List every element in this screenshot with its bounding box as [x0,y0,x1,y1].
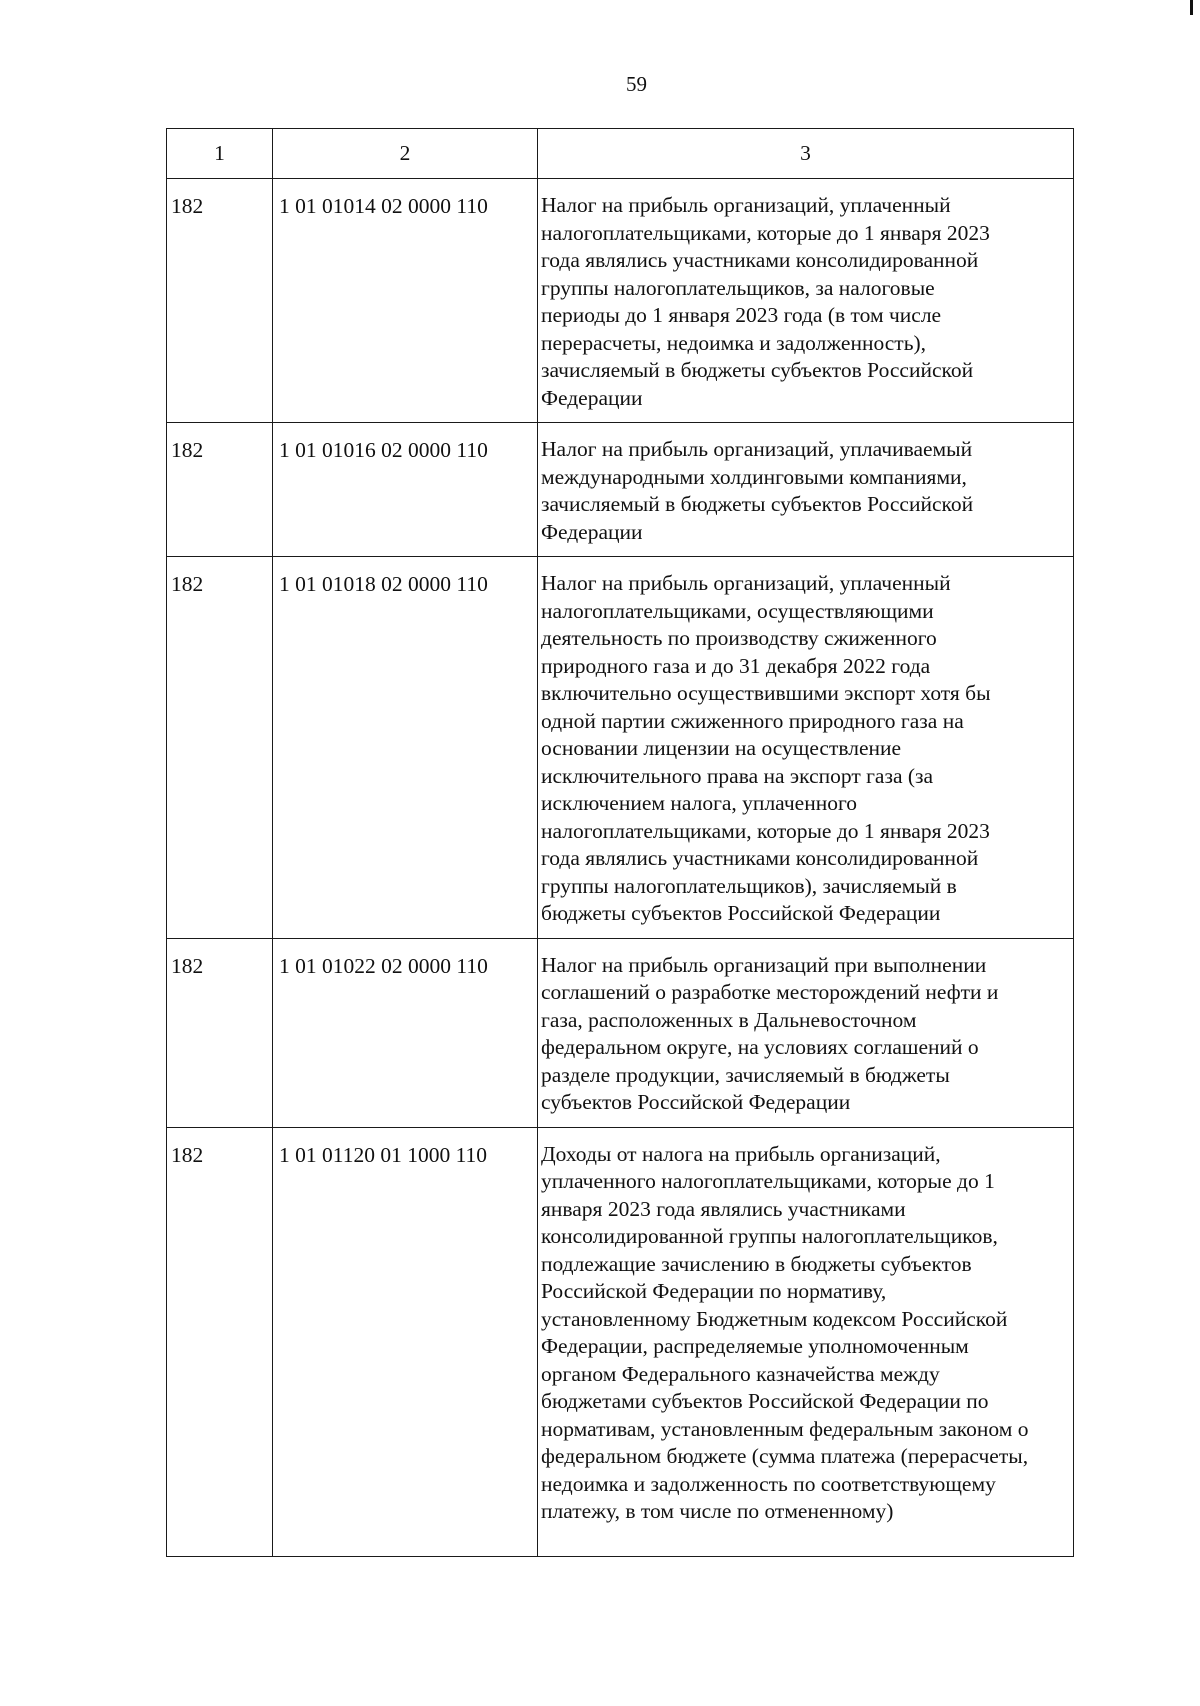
description-line: одной партии сжиженного природного газа на [541,708,964,733]
description-line: бюджетами субъектов Российской Федерации по [541,1389,989,1413]
budget-classification-code-cell: 1 01 01016 02 0000 110 [273,423,538,557]
budget-classification-code-cell: 1 01 01018 02 0000 110 [273,557,538,939]
column-header-3: 3 [538,129,1074,179]
description-line: бюджеты субъектов Российской Федерации [541,901,941,925]
column-header-1: 1 [167,129,273,179]
budget-classification-code-cell: 1 01 01120 01 1000 110 [273,1127,538,1556]
description-line: консолидированной группы налогоплательщиков, [541,1224,998,1248]
description-cell [538,938,1074,1127]
description-line: нормативам, установленным федеральным законом о [541,1416,1029,1441]
administrator-code-cell: 182 [167,1127,273,1556]
description-cell [538,557,1074,939]
page-number: 59 [626,72,647,96]
description-line: года являлись участниками консолидированной [541,248,979,272]
description-line: Налог на прибыль организаций, уплаченный [541,193,951,217]
description-line: органом Федерального казначейства между [541,1361,940,1386]
administrator-code-cell: 182 [167,557,273,939]
administrator-code-cell: 182 [167,179,273,423]
description-line: группы налогоплательщиков, за налоговые [541,275,935,300]
description-line: налогоплательщиками, которые до 1 января 2023 [541,220,990,245]
description-line: подлежащие зачислению в бюджеты субъектов [541,1251,972,1276]
description-line: зачисляемый в бюджеты субъектов Российской [541,358,974,382]
description-line: налогоплательщиками, осуществляющими [541,598,934,623]
description-line: перерасчеты, недоимка и задолженность), [541,330,927,355]
description-line: платежу, в том числе по отмененному) [541,1499,894,1523]
description-line: исключительного права на экспорт газа (за [541,763,934,788]
description-line: исключением налога, уплаченного [541,791,858,815]
description-line: группы налогоплательщиков), зачисляемый в [541,873,957,898]
description-line: включительно осуществившими экспорт хотя бы [541,681,991,705]
description-line: федеральном бюджете (сумма платежа (перерасчеты, [541,1444,1029,1468]
description-line: Доходы от налога на прибыль организаций, [541,1141,941,1166]
description-cell [538,1127,1074,1556]
scan-edge-mark [1190,0,1193,15]
description-line: международными холдинговыми компаниями, [541,464,967,489]
description-line: деятельность по производству сжиженного [541,626,937,650]
administrator-code-cell: 182 [167,423,273,557]
description-line: установленному Бюджетным кодексом Российской [541,1306,1008,1331]
description-line: природного газа и до 31 декабря 2022 года [541,653,931,678]
description-line: недоимка и задолженность по соответствующему [541,1471,996,1496]
description-line: Российской Федерации по нормативу, [541,1279,887,1303]
description-line: января 2023 года являлись участниками [541,1196,906,1221]
budget-classification-code-cell: 1 01 01014 02 0000 110 [273,179,538,423]
description-line: Налог на прибыль организаций, уплаченный [541,571,951,595]
description-line: соглашений о разработке месторождений нефти и [541,980,999,1004]
administrator-code-cell: 182 [167,938,273,1127]
table-row [167,423,1074,557]
description-line: газа, расположенных в Дальневосточном [541,1007,917,1032]
table-row [167,938,1074,1127]
description-cell [538,423,1074,557]
description-line: Налог на прибыль организаций при выполнении [541,952,987,977]
budget-classification-code-cell: 1 01 01022 02 0000 110 [273,938,538,1127]
description-line: Федерации [541,519,643,544]
description-line: периоды до 1 января 2023 года (в том числе [541,303,942,327]
description-cell [538,179,1074,423]
revenue-codes-table [166,128,1074,1557]
description-line: разделе продукции, зачисляемый в бюджеты [541,1062,950,1087]
table-row [167,1127,1074,1556]
table-header-row [167,129,1074,179]
description-line: уплаченного налогоплательщиками, которые до 1 [541,1169,995,1193]
description-line: Налог на прибыль организаций, уплачиваемый [541,437,973,461]
description-line: субъектов Российской Федерации [541,1090,851,1114]
description-line: года являлись участниками консолидированной [541,846,979,870]
description-line: зачисляемый в бюджеты субъектов Российской [541,492,974,516]
description-line: федеральном округе, на условиях соглашений о [541,1035,979,1059]
column-header-2: 2 [273,129,538,179]
description-line: основании лицензии на осуществление [541,736,902,760]
table-row [167,179,1074,423]
description-line: Федерации [541,385,643,410]
description-line: налогоплательщиками, которые до 1 января 2023 [541,818,990,843]
table-row [167,557,1074,939]
description-line: Федерации, распределяемые уполномоченным [541,1334,969,1358]
